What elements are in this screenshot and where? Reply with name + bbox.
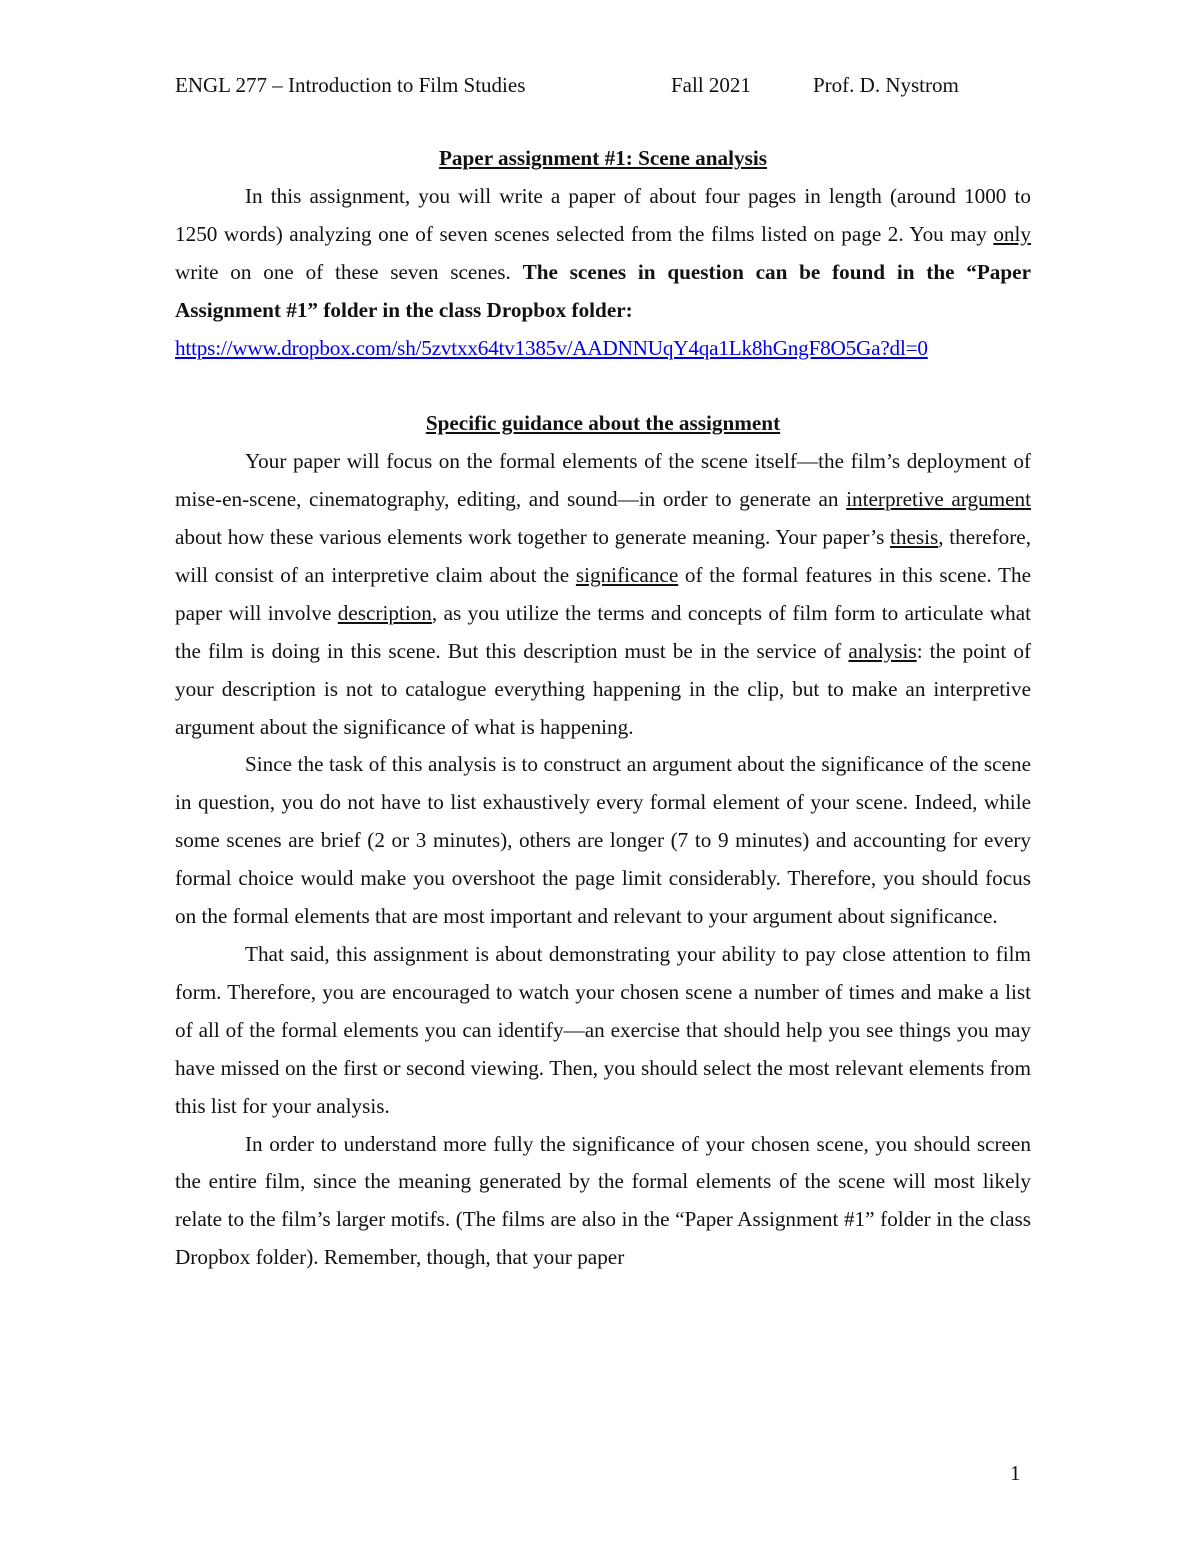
text-run: about how these various elements work together to generate meaning. Your paper’s xyxy=(175,525,890,550)
dropbox-instructions: The scenes in question can be found in the “Paper Assignment #1” folder in the class Dropbox folder: xyxy=(175,259,1031,322)
course-title: ENGL 277 – Introduction to Film Studies xyxy=(175,73,526,97)
dropbox-link[interactable]: https://www.dropbox.com/sh/5zvtxx64tv1385v/AADNNUqY4qa1Lk8hGngF8O5Ga?dl=0 xyxy=(175,335,928,360)
professor-name: Prof. D. Nystrom xyxy=(813,73,959,97)
intro-paragraph xyxy=(175,178,1031,330)
term-thesis: thesis xyxy=(890,525,939,550)
term-significance: significance xyxy=(575,562,679,587)
link-line xyxy=(175,330,1031,368)
guidance-paragraph-2: Since the task of this analysis is to construct an argument about the significance of the scene in question, you do not have to list exhaustively every formal element of your scene. Indeed, while some scenes are brief (2 or 3 minutes), others are longer (7 to 9 minutes) and accounting for every formal choice would make you overshoot the page limit considerably. Therefore, you should focus on the formal elements that are most important and relevant to your argument about significance. xyxy=(175,752,1031,929)
text-run: : the point of your description is not to catalogue everything happening in the clip, but to make an interpretive argument about the significance of what is happening. xyxy=(175,638,1032,739)
assignment-title: Paper assignment #1: Scene analysis xyxy=(438,146,768,170)
term-interpretive-argument: interpretive argument xyxy=(846,487,1031,512)
intro-text-2: write on one of these seven scenes. xyxy=(175,259,523,284)
text-run: , therefore, will consist of an interpretive claim about the xyxy=(175,525,1031,587)
guidance-paragraph-3: That said, this assignment is about demonstrating your ability to pay close attention to film form. Therefore, you are encouraged to watch your chosen scene a number of times and make a list of all of the formal elements you can identify—an exercise that should help you see things you may have missed on the first or second viewing. Then, you should select the most relevant elements from this list for your analysis. xyxy=(175,942,1031,1118)
guidance-title: Specific guidance about the assignment xyxy=(425,411,781,436)
document-body xyxy=(175,140,1031,1277)
term-description: description xyxy=(337,600,432,625)
guidance-paragraph-4: In order to understand more fully the significance of your chosen scene, you should screen the entire film, since the meaning generated by the formal elements of the scene will most likely relate to the film’s larger motifs. (The films are also in the “Paper Assignment #1” folder in the class Dropbox folder). Remember, though, that your paper xyxy=(175,1131,1031,1270)
term-analysis: analysis xyxy=(848,638,917,663)
text-run: of the formal features in this scene. The paper will involve xyxy=(175,562,1031,625)
page-number: 1 xyxy=(1010,1461,1021,1485)
text-run: Your paper will focus on the formal elements of the scene itself—the film’s deployment of mise-en-scene, cinematography, editing, and sound—in order to generate an xyxy=(175,449,1031,512)
page-header xyxy=(175,70,975,100)
guidance-paragraph-1 xyxy=(175,443,1031,746)
text-run: , as you utilize the terms and concepts of film form to articulate what the film is doing in this scene. But this description must be in the service of xyxy=(175,600,1031,663)
intro-text: In this assignment, you will write a paper of about four pages in length (around 1000 to 1250 words) analyzing one of seven scenes selected from the films listed on page 2. You may xyxy=(175,183,1031,246)
emphasis-only: only xyxy=(993,221,1031,246)
term: Fall 2021 xyxy=(671,73,751,97)
